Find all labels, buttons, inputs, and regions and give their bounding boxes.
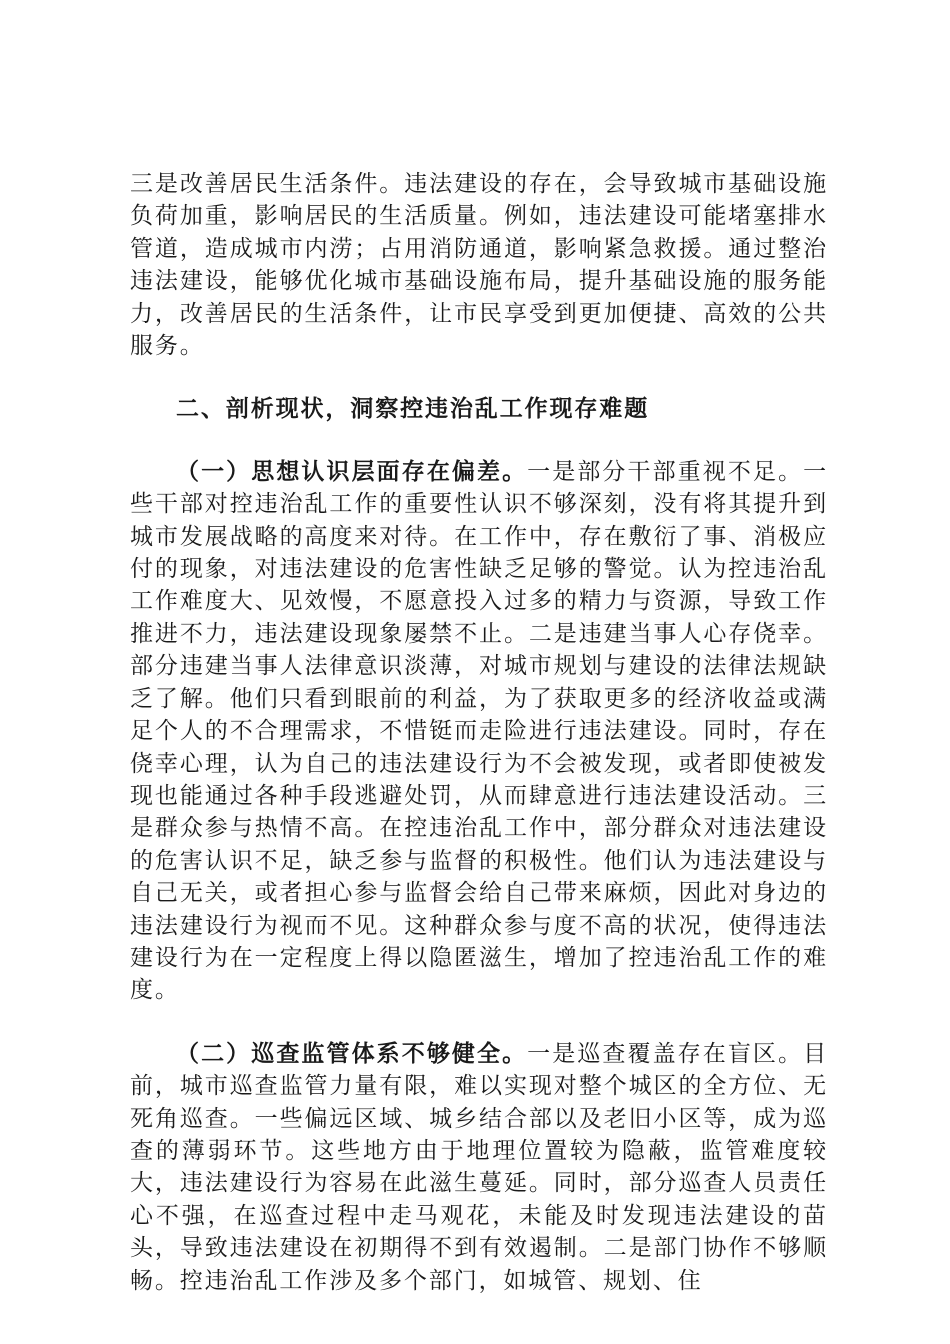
paragraph-inspection (130, 1038, 828, 1297)
section-heading: 二、剖析现状，洞察控违治乱工作现存难题 (176, 395, 650, 423)
paragraph-ideology (130, 456, 828, 1007)
paragraph-body: 一是部分干部重视不足。一些干部对控违治乱工作的重要性认识不够深刻，没有将其提升到城市发展战略的高度来对待。在工作中，存在敷衍了事、消极应付的现象，对违法建设的危害性缺乏足够的警觉。认为控违治乱工作难度大、见效慢，不愿意投入过多的精力与资源，导致工作推进不力，违法建设现象屡禁不止。二是违建当事人心存侥幸。部分违建当事人法律意识淡薄，对城市规划与建设的法律法规缺乏了解。他们只看到眼前的利益，为了获取更多的经济收益或满足个人的不合理需求，不惜铤而走险进行违法建设。同时，存在侥幸心理，认为自己的违法建设行为不会被发现，或者即使被发现也能通过各种手段逃避处罚，从而肆意进行违法建设活动。三是群众参与热情不高。在控违治乱工作中，部分群众对违法建设的危害认识不足，缺乏参与监督的积极性。他们认为违法建设与自己无关，或者担心参与监督会给自己带来麻烦，因此对身边的违法建设行为视而不见。这种群众参与度不高的状况，使得违法建设行为在一定程度上得以隐匿滋生，增加了控违治乱工作的难度。 (130, 458, 828, 1004)
document-page (130, 168, 828, 1297)
paragraph-body: 一是巡查覆盖存在盲区。目前，城市巡查监管力量有限，难以实现对整个城区的全方位、无死角巡查。一些偏远区域、城乡结合部以及老旧小区等，成为巡查的薄弱环节。这些地方由于地理位置较为隐蔽，监管难度较大，违法建设行为容易在此滋生蔓延。同时，部分巡查人员责任心不强，在巡查过程中走马观花，未能及时发现违法建设的苗头，导致违法建设在初期得不到有效遏制。二是部门协作不够顺畅。控违治乱工作涉及多个部门，如城管、规划、住 (130, 1040, 828, 1294)
paragraph-lead: （一）思想认识层面存在偏差。 (176, 457, 528, 485)
intro-paragraph: 三是改善居民生活条件。违法建设的存在，会导致城市基础设施负荷加重，影响居民的生活质量。例如，违法建设可能堵塞排水管道，造成城市内涝；占用消防通道，影响紧急救援。通过整治违法建设，能够优化城市基础设施布局，提升基础设施的服务能力，改善居民的生活条件，让市民享受到更加便捷、高效的公共服务。 (130, 171, 828, 360)
paragraph-lead: （二）巡查监管体系不够健全。 (176, 1039, 528, 1067)
